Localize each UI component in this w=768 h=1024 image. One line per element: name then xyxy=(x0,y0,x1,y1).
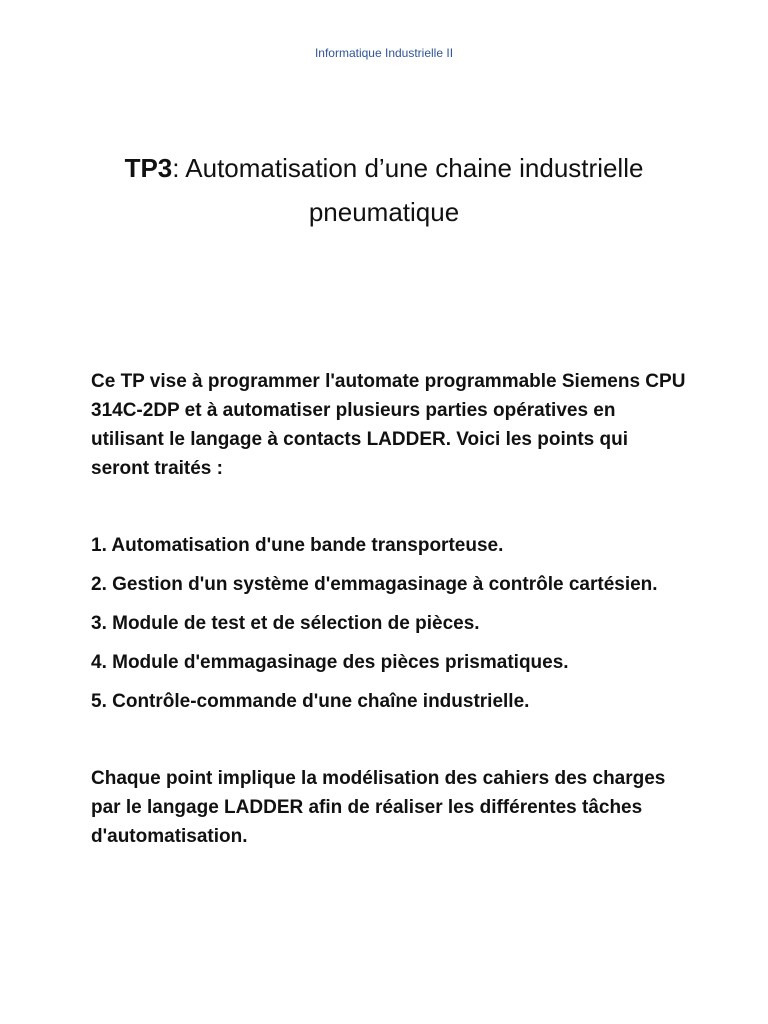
list-item: 3. Module de test et de sélection de pièces. xyxy=(91,613,480,634)
list-item: 4. Module d'emmagasinage des pièces prismatiques. xyxy=(91,652,569,673)
intro-paragraph: Ce TP vise à programmer l'automate programmable Siemens CPU 314C-2DP et à automatiser plusieurs parties opératives en utilisant le langage à contacts LADDER. Voici les points qui seront traités : xyxy=(91,371,686,479)
document-title xyxy=(40,146,728,234)
title-line-2: pneumatique xyxy=(308,197,460,227)
conclusion-paragraph: Chaque point implique la modélisation des cahiers des charges par le langage LADDER afin de réaliser les différentes tâches d'automatisation. xyxy=(91,768,666,847)
list-item: 1. Automatisation d'une bande transporteuse. xyxy=(91,535,504,556)
title-text: : Automatisation d’une chaine industrielle xyxy=(172,153,644,183)
list-item: 2. Gestion d'un système d'emmagasinage à contrôle cartésien. xyxy=(91,574,658,595)
title-line-1 xyxy=(40,146,728,190)
list-item: 5. Contrôle-commande d'une chaîne industrielle. xyxy=(91,691,530,712)
running-header: Informatique Industrielle II xyxy=(314,46,454,60)
title-tp-label: TP3 xyxy=(124,153,173,183)
points-list xyxy=(91,531,691,716)
document-body xyxy=(91,367,691,851)
